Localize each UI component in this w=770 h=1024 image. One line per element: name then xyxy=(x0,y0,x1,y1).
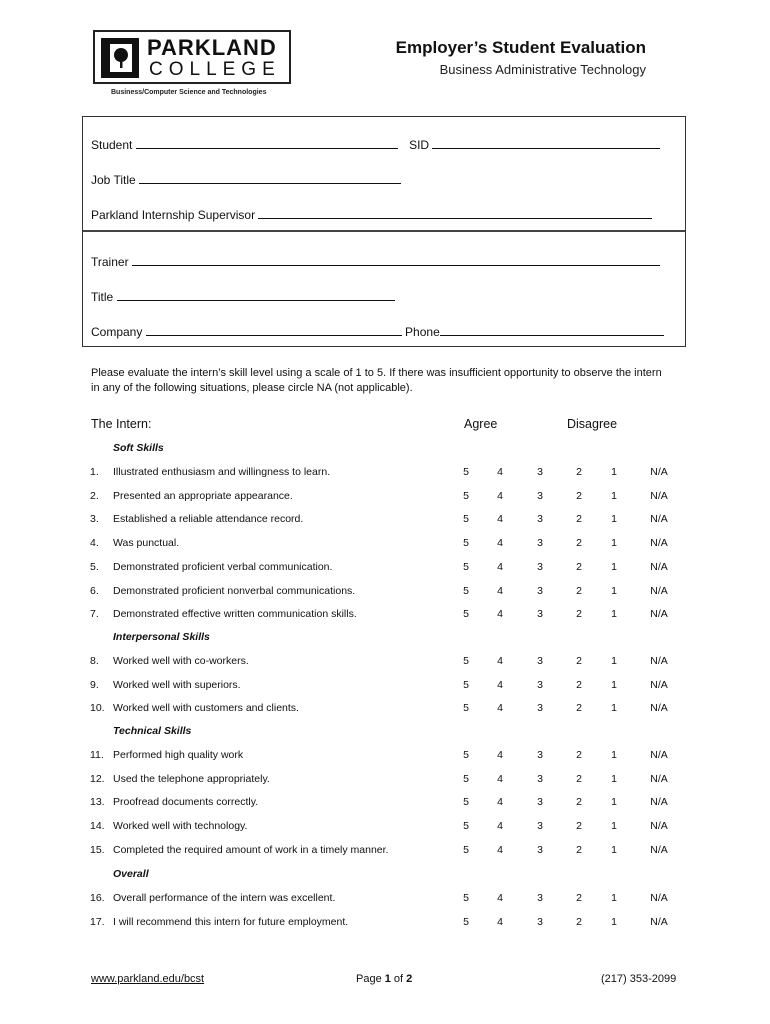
item-number: 13. xyxy=(90,796,105,809)
score-option[interactable]: N/A xyxy=(650,560,668,573)
rating-row xyxy=(0,796,770,812)
rating-row xyxy=(0,585,770,601)
score-option[interactable]: N/A xyxy=(650,915,668,928)
item-number: 9. xyxy=(90,678,99,691)
parkland-tree-icon xyxy=(101,38,139,78)
rating-row xyxy=(0,916,770,932)
item-number: 17. xyxy=(90,915,105,928)
score-option[interactable]: 2 xyxy=(576,820,582,833)
score-option[interactable]: N/A xyxy=(650,892,668,904)
score-option[interactable]: 5 xyxy=(463,843,469,856)
student-input-line[interactable] xyxy=(136,137,398,149)
score-option[interactable]: 2 xyxy=(576,772,582,785)
supervisor-field xyxy=(91,207,652,222)
score-option[interactable]: 3 xyxy=(537,843,543,856)
score-option[interactable]: 4 xyxy=(497,655,503,667)
parkland-logo xyxy=(93,30,291,84)
item-text: Overall performance of the intern was excellent. xyxy=(113,892,336,904)
score-option[interactable]: 5 xyxy=(463,892,469,904)
rating-row xyxy=(0,702,770,718)
rating-row xyxy=(0,773,770,789)
score-option[interactable]: 4 xyxy=(497,560,503,573)
item-number: 5. xyxy=(90,560,99,573)
page-of: of xyxy=(390,973,407,985)
score-option[interactable]: 4 xyxy=(497,584,503,597)
score-option[interactable]: 4 xyxy=(497,537,503,550)
score-option[interactable]: 4 xyxy=(497,915,503,928)
score-option[interactable]: 4 xyxy=(497,702,503,715)
rating-row xyxy=(0,820,770,836)
score-option[interactable]: 2 xyxy=(576,892,582,904)
score-option[interactable]: 2 xyxy=(576,915,582,928)
score-option[interactable]: 4 xyxy=(497,466,503,478)
score-option[interactable]: 2 xyxy=(576,655,582,667)
supervisor-input-line[interactable] xyxy=(258,207,652,219)
score-option[interactable]: 5 xyxy=(463,537,469,550)
score-option[interactable]: 3 xyxy=(537,678,543,691)
score-option[interactable]: 5 xyxy=(463,702,469,715)
score-option[interactable]: 4 xyxy=(497,892,503,904)
score-option[interactable]: N/A xyxy=(650,772,668,785)
score-option[interactable]: 3 xyxy=(537,560,543,573)
score-option[interactable]: 3 xyxy=(537,584,543,597)
score-option[interactable]: 3 xyxy=(537,915,543,928)
rating-row xyxy=(0,490,770,506)
score-option[interactable]: 5 xyxy=(463,513,469,526)
score-option[interactable]: 1 xyxy=(611,772,617,785)
score-option[interactable]: N/A xyxy=(650,796,668,809)
rating-row xyxy=(0,537,770,553)
rating-row xyxy=(0,655,770,671)
title-label: Title xyxy=(91,290,114,304)
score-option[interactable]: 1 xyxy=(611,843,617,856)
score-option[interactable]: N/A xyxy=(650,489,668,502)
score-option[interactable]: 4 xyxy=(497,608,503,621)
score-option[interactable]: 5 xyxy=(463,820,469,833)
score-option[interactable]: 1 xyxy=(611,489,617,502)
item-text: Demonstrated effective written communication skills. xyxy=(113,608,357,621)
company-input-line[interactable] xyxy=(146,324,402,336)
sid-input-line[interactable] xyxy=(432,137,660,149)
score-option[interactable]: 5 xyxy=(463,560,469,573)
item-number: 10. xyxy=(90,702,105,715)
job-title-input-line[interactable] xyxy=(139,172,401,184)
score-option[interactable]: 1 xyxy=(611,749,617,761)
score-option[interactable]: 5 xyxy=(463,608,469,621)
trainer-input-line[interactable] xyxy=(132,254,660,266)
score-option[interactable]: 3 xyxy=(537,655,543,667)
score-option[interactable]: 2 xyxy=(576,796,582,809)
item-number: 14. xyxy=(90,820,105,833)
score-option[interactable]: N/A xyxy=(650,843,668,856)
item-text: Was punctual. xyxy=(113,537,180,550)
score-option[interactable]: 2 xyxy=(576,466,582,478)
item-number: 2. xyxy=(90,489,99,502)
rating-row xyxy=(0,892,770,908)
score-option[interactable]: 5 xyxy=(463,655,469,667)
footer-page-number xyxy=(356,973,412,985)
instructions-text: Please evaluate the intern’s skill level using a scale of 1 to 5. If there was insufficient opportunity to observe the intern in any of the following situations, please circle NA (not applicable). xyxy=(91,367,662,394)
item-text: Used the telephone appropriately. xyxy=(113,772,270,785)
score-option[interactable]: 5 xyxy=(463,749,469,761)
score-option[interactable]: 1 xyxy=(611,796,617,809)
score-option[interactable]: 4 xyxy=(497,843,503,856)
rating-row xyxy=(0,844,770,860)
score-option[interactable]: 4 xyxy=(497,489,503,502)
job-title-label: Job Title xyxy=(91,173,136,187)
company-label: Company xyxy=(91,325,143,339)
score-option[interactable]: 3 xyxy=(537,513,543,526)
score-option[interactable]: 2 xyxy=(576,702,582,715)
page-prefix: Page xyxy=(356,973,385,985)
score-option[interactable]: 3 xyxy=(537,489,543,502)
score-option[interactable]: 1 xyxy=(611,513,617,526)
footer-phone: (217) 353-2099 xyxy=(601,973,677,985)
score-option[interactable]: 2 xyxy=(576,749,582,761)
score-option[interactable]: N/A xyxy=(650,466,668,478)
score-option[interactable]: 4 xyxy=(497,796,503,809)
item-number: 3. xyxy=(90,513,99,526)
document-title: Employer’s Student Evaluation xyxy=(395,38,646,57)
score-option[interactable]: 1 xyxy=(611,655,617,667)
score-option[interactable]: N/A xyxy=(650,820,668,833)
score-option[interactable]: N/A xyxy=(650,702,668,715)
item-text: Demonstrated proficient verbal communication. xyxy=(113,560,333,573)
logo-name-line2: COLLEGE xyxy=(149,59,281,80)
score-option[interactable]: 1 xyxy=(611,560,617,573)
score-option[interactable]: N/A xyxy=(650,537,668,550)
rating-row xyxy=(0,561,770,577)
trainer-field xyxy=(91,254,660,269)
score-option[interactable]: N/A xyxy=(650,513,668,526)
score-option[interactable]: N/A xyxy=(650,749,668,761)
trainer-label: Trainer xyxy=(91,255,129,269)
sid-label: SID xyxy=(409,138,430,152)
score-option[interactable]: 5 xyxy=(463,772,469,785)
item-text: Performed high quality work xyxy=(113,749,244,761)
rating-row xyxy=(0,466,770,482)
score-option[interactable]: 4 xyxy=(497,820,503,833)
rating-row xyxy=(0,679,770,695)
info-box-divider xyxy=(83,230,685,232)
score-option[interactable]: 1 xyxy=(611,702,617,715)
score-option[interactable]: 1 xyxy=(611,584,617,597)
score-option[interactable]: 2 xyxy=(576,678,582,691)
department-label: Business/Computer Science and Technologies xyxy=(111,89,267,96)
score-option[interactable]: 3 xyxy=(537,892,543,904)
score-option[interactable]: 3 xyxy=(537,796,543,809)
score-option[interactable]: 2 xyxy=(576,584,582,597)
item-text: Worked well with customers and clients. xyxy=(113,702,299,715)
score-option[interactable]: 2 xyxy=(576,537,582,550)
rating-row xyxy=(0,608,770,624)
score-option[interactable]: N/A xyxy=(650,655,668,667)
item-text: Worked well with co-workers. xyxy=(113,655,249,667)
score-option[interactable]: 1 xyxy=(611,892,617,904)
item-text: Completed the required amount of work in a timely manner. xyxy=(113,843,389,856)
score-option[interactable]: 2 xyxy=(576,513,582,526)
score-option[interactable]: 5 xyxy=(463,489,469,502)
item-number: 12. xyxy=(90,772,105,785)
item-number: 6. xyxy=(90,584,99,597)
score-option[interactable]: 5 xyxy=(463,584,469,597)
score-option[interactable]: 1 xyxy=(611,915,617,928)
title-field xyxy=(91,289,395,304)
item-number: 1. xyxy=(90,466,99,478)
page-total: 2 xyxy=(406,973,413,985)
score-option[interactable]: 1 xyxy=(611,608,617,621)
footer-website-link[interactable]: www.parkland.edu/bcst xyxy=(91,973,205,985)
score-option[interactable]: 4 xyxy=(497,678,503,691)
score-option[interactable]: 3 xyxy=(537,608,543,621)
page-current: 1 xyxy=(384,973,391,985)
item-text: Presented an appropriate appearance. xyxy=(113,489,293,502)
job-title-field xyxy=(91,172,401,187)
score-option[interactable]: 3 xyxy=(537,537,543,550)
item-number: 11. xyxy=(90,749,104,761)
agree-column-header: Agree xyxy=(464,417,498,431)
intern-column-header: The Intern: xyxy=(91,417,152,431)
disagree-column-header: Disagree xyxy=(567,417,618,431)
item-text: Established a reliable attendance record. xyxy=(113,513,304,526)
score-option[interactable]: 5 xyxy=(463,915,469,928)
item-text: Worked well with technology. xyxy=(113,820,248,833)
item-text: Worked well with superiors. xyxy=(113,678,241,691)
score-option[interactable]: 1 xyxy=(611,678,617,691)
rating-row xyxy=(0,749,770,765)
item-text: I will recommend this intern for future employment. xyxy=(113,915,349,928)
section-title: Soft Skills xyxy=(113,442,164,454)
rating-row xyxy=(0,513,770,529)
title-input-line[interactable] xyxy=(117,289,395,301)
item-text: Proofread documents correctly. xyxy=(113,796,259,809)
score-option[interactable]: 5 xyxy=(463,466,469,478)
score-option[interactable]: 4 xyxy=(497,772,503,785)
document-subtitle: Business Administrative Technology xyxy=(439,62,646,77)
section-title: Interpersonal Skills xyxy=(113,631,210,643)
item-text: Demonstrated proficient nonverbal communications. xyxy=(113,584,356,597)
item-number: 15. xyxy=(90,843,105,856)
score-option[interactable]: 1 xyxy=(611,537,617,550)
score-option[interactable]: 1 xyxy=(611,466,617,478)
score-option[interactable]: 3 xyxy=(537,702,543,715)
score-option[interactable]: 2 xyxy=(576,608,582,621)
phone-input-line[interactable] xyxy=(440,324,664,336)
score-option[interactable]: 2 xyxy=(576,843,582,856)
score-option[interactable]: 4 xyxy=(497,513,503,526)
item-number: 7. xyxy=(90,608,99,621)
section-title: Technical Skills xyxy=(113,725,192,737)
score-option[interactable]: 5 xyxy=(463,678,469,691)
score-option[interactable]: 2 xyxy=(576,489,582,502)
item-number: 16. xyxy=(90,892,105,904)
supervisor-label: Parkland Internship Supervisor xyxy=(91,208,256,222)
score-option[interactable]: 3 xyxy=(537,820,543,833)
item-text: Illustrated enthusiasm and willingness to learn. xyxy=(113,466,331,478)
score-option[interactable]: N/A xyxy=(650,584,668,597)
item-number: 8. xyxy=(90,655,99,667)
score-option[interactable]: 5 xyxy=(463,796,469,809)
phone-label: Phone xyxy=(405,325,440,339)
logo-name-line1: PARKLAND xyxy=(147,35,277,60)
score-option[interactable]: N/A xyxy=(650,678,668,691)
score-option[interactable]: 3 xyxy=(537,466,543,478)
student-label: Student xyxy=(91,138,133,152)
section-title: Overall xyxy=(113,868,149,880)
company-field xyxy=(91,324,664,339)
score-option[interactable]: 2 xyxy=(576,560,582,573)
score-option[interactable]: 3 xyxy=(537,749,543,761)
score-option[interactable]: N/A xyxy=(650,608,668,621)
score-option[interactable]: 3 xyxy=(537,772,543,785)
score-option[interactable]: 1 xyxy=(611,820,617,833)
student-field xyxy=(91,137,660,152)
item-number: 4. xyxy=(90,537,99,550)
score-option[interactable]: 4 xyxy=(497,749,503,761)
